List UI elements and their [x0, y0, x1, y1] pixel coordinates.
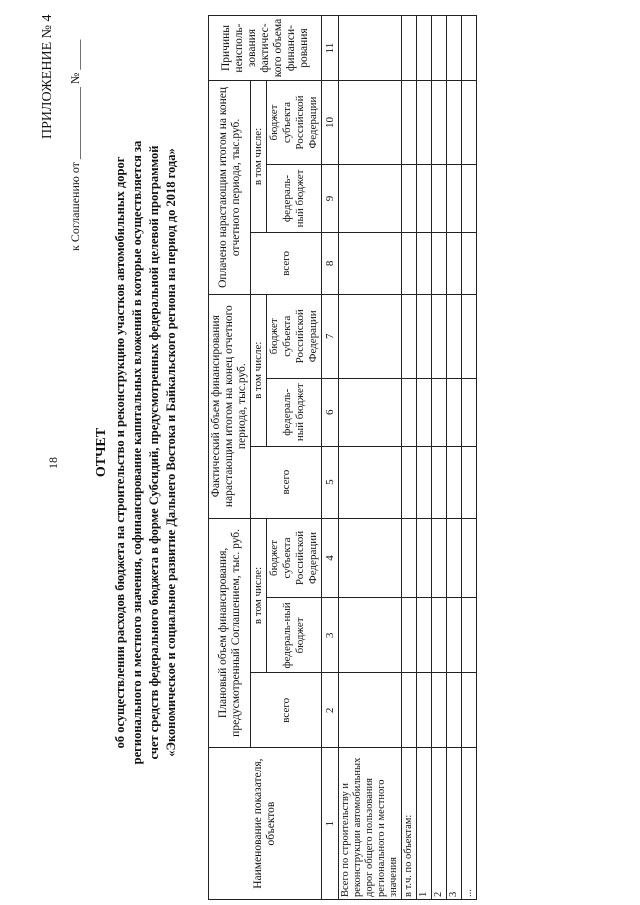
column-number: 9 [322, 164, 339, 232]
header-planned-volume: Плановый объем финансирования, предусмотренный Соглашением, тыс. руб. [209, 518, 251, 748]
header-federal-budget: федераль-ный бюджет [267, 164, 322, 232]
header-reasons: Причины неисполь-зования фактичес-кого объема финанси-рования [209, 16, 322, 81]
table-row [402, 16, 417, 900]
page-number: 18 [46, 457, 60, 469]
header-total: всего [251, 673, 322, 748]
header-total: всего [251, 446, 322, 518]
column-number: 4 [322, 518, 339, 598]
row-label: в т.ч. по объектам: [402, 748, 417, 900]
header-total: всего [251, 232, 322, 294]
header-name: Наименование показателя, объектов [209, 748, 322, 900]
header-subject-budget: бюджет субъекта Российской Федерации [267, 81, 322, 165]
header-including: в том числе: [251, 294, 267, 446]
column-number: 7 [322, 294, 339, 378]
column-number: 11 [322, 16, 339, 81]
appendix-label: ПРИЛОЖЕНИЕ № 4 [40, 14, 55, 139]
table-row [432, 16, 447, 900]
header-paid: Оплачено нарастающим итогом на конец отчетного периода, тыс.руб. [209, 81, 251, 295]
column-number: 5 [322, 446, 339, 518]
header-including: в том числе: [251, 81, 267, 233]
subtitle-line: регионального и местного значения, софинансирование капитальных вложений в которые осуществляется за [130, 140, 144, 765]
header-federal-budget: федераль-ный бюджет [267, 598, 322, 673]
column-number: 2 [322, 673, 339, 748]
subtitle-line: счет средств федерального бюджета в форме Субсидий, предусмотренных федеральной целевой программой [147, 145, 161, 760]
report-table [208, 15, 477, 900]
column-number: 8 [322, 232, 339, 294]
table-row [417, 16, 432, 900]
header-subject-budget: бюджет субъекта Российской Федерации [267, 294, 322, 378]
column-number: 1 [322, 748, 339, 900]
column-number-row [322, 16, 339, 900]
row-label: Всего по строительству и реконструкции автомобильных дорог общего пользования регионального и местного значения [339, 748, 402, 900]
row-label: 2 [432, 748, 447, 900]
row-label: 1 [417, 748, 432, 900]
table-row [339, 16, 402, 900]
row-label: 3 [447, 748, 462, 900]
report-title: ОТЧЕТ [94, 427, 109, 478]
column-number: 10 [322, 81, 339, 165]
agreement-reference: к Соглашению от ____________ № _____ [68, 39, 82, 251]
table-row [462, 16, 477, 900]
column-number: 6 [322, 378, 339, 446]
header-including: в том числе: [251, 518, 267, 673]
header-actual-volume: Фактический объем финансирования нарастающим итогом на конец отчетного периода, тыс.руб. [209, 294, 251, 518]
report-subtitle [112, 40, 180, 865]
row-label: ... [462, 748, 477, 900]
table-row [447, 16, 462, 900]
subtitle-line: об осуществлении расходов бюджета на строительство и реконструкцию участков автомобильных дорог [113, 156, 127, 749]
header-federal-budget: федераль-ный бюджет [267, 378, 322, 446]
column-number: 3 [322, 598, 339, 673]
subtitle-line: «Экономическое и социальное развитие Дальнего Востока и Байкальского региона на период до 2018 года» [164, 148, 178, 757]
header-subject-budget: бюджет субъекта Российской Федерации [267, 518, 322, 598]
